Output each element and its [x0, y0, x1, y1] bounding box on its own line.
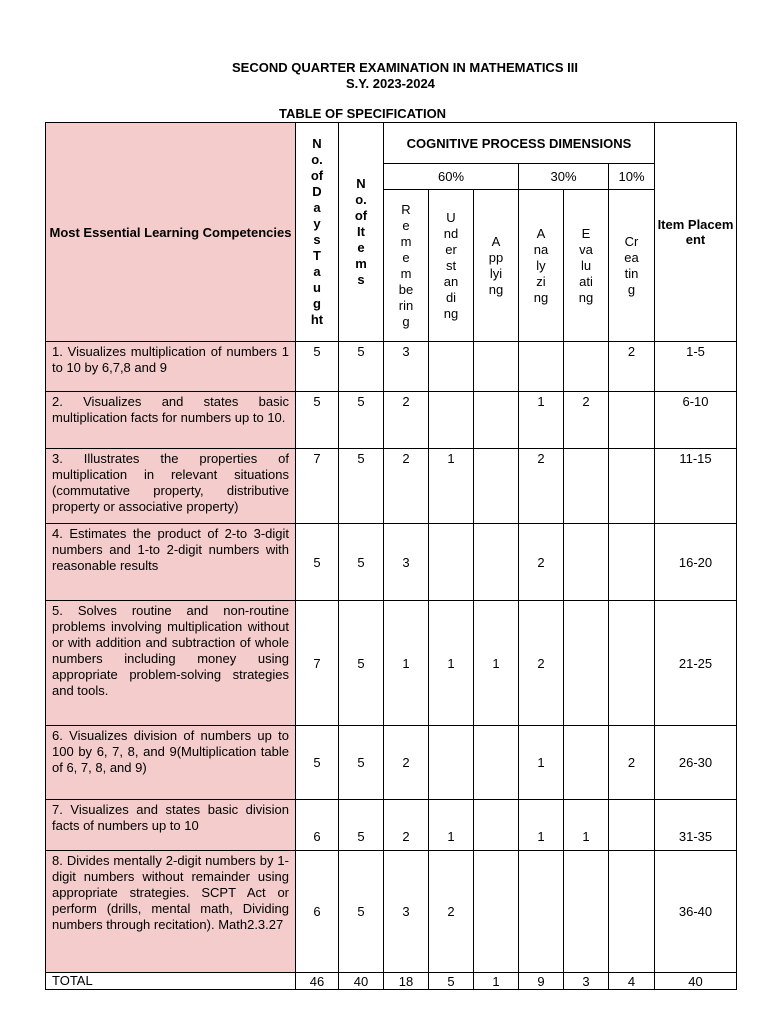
analyzing-cell: 2 [519, 601, 564, 726]
items-cell: 5 [339, 601, 384, 726]
evaluating-cell [564, 449, 609, 524]
days-cell: 7 [296, 601, 339, 726]
creating-cell [609, 800, 655, 851]
applying-cell [474, 800, 519, 851]
header-10-percent: 10% [609, 164, 655, 190]
specification-table [45, 122, 737, 990]
creating-cell [609, 524, 655, 601]
competency-cell: 8. Divides mentally 2-digit numbers by 1-digit numbers without remainder using appropriate strategies. SCPT Act or perform (drills, mental math, Dividing numbers through recitation). Math2.3.27 [46, 851, 296, 973]
understanding-cell [429, 726, 474, 800]
table-row [46, 524, 737, 601]
placement-cell: 36-40 [655, 851, 737, 973]
placement-cell: 11-15 [655, 449, 737, 524]
applying-cell [474, 449, 519, 524]
remembering-cell: 3 [384, 342, 429, 392]
header-60-percent: 60% [384, 164, 519, 190]
header-no-of-items: N o. of It e m s [339, 123, 384, 342]
header-days-taught: N o. of D a y s T a u g ht [296, 123, 339, 342]
creating-cell: 2 [609, 342, 655, 392]
placement-cell: 21-25 [655, 601, 737, 726]
placement-cell: 1-5 [655, 342, 737, 392]
analyzing-cell [519, 342, 564, 392]
table-row [46, 449, 737, 524]
analyzing-cell: 1 [519, 726, 564, 800]
header-competencies: Most Essential Learning Competencies [46, 123, 296, 342]
exam-title: SECOND QUARTER EXAMINATION IN MATHEMATICS III [232, 60, 578, 75]
competency-cell: 2. Visualizes and states basic multiplication facts for numbers up to 10. [46, 392, 296, 449]
total-remembering: 18 [384, 973, 429, 990]
evaluating-cell: 2 [564, 392, 609, 449]
analyzing-cell [519, 851, 564, 973]
header-analyzing: A na ly zi ng [519, 190, 564, 342]
header-item-placement: Item Placem ent [655, 123, 737, 342]
days-cell: 7 [296, 449, 339, 524]
school-year: S.Y. 2023-2024 [346, 76, 435, 91]
analyzing-cell: 2 [519, 449, 564, 524]
total-label: TOTAL [46, 973, 296, 990]
items-cell: 5 [339, 726, 384, 800]
remembering-cell: 2 [384, 392, 429, 449]
table-row [46, 800, 737, 851]
table-title: TABLE OF SPECIFICATION [279, 106, 447, 121]
analyzing-cell: 1 [519, 392, 564, 449]
creating-cell: 2 [609, 726, 655, 800]
competency-cell: 3. Illustrates the properties of multiplication in relevant situations (commutative property, distributive property or associative property) [46, 449, 296, 524]
remembering-cell: 3 [384, 524, 429, 601]
placement-cell: 16-20 [655, 524, 737, 601]
evaluating-cell [564, 524, 609, 601]
competency-cell: 5. Solves routine and non-routine problems involving multiplication without or with addition and subtraction of whole numbers including money using appropriate problem-solving strategies and tools. [46, 601, 296, 726]
understanding-cell [429, 342, 474, 392]
total-evaluating: 3 [564, 973, 609, 990]
applying-cell [474, 851, 519, 973]
header-30-percent: 30% [519, 164, 609, 190]
table-row [46, 726, 737, 800]
understanding-cell: 1 [429, 800, 474, 851]
table-row [46, 342, 737, 392]
placement-cell: 26-30 [655, 726, 737, 800]
applying-cell [474, 392, 519, 449]
header-cognitive-process: COGNITIVE PROCESS DIMENSIONS [384, 123, 655, 164]
header-evaluating: E va lu ati ng [564, 190, 609, 342]
header-applying: A pp lyi ng [474, 190, 519, 342]
remembering-cell: 2 [384, 800, 429, 851]
items-cell: 5 [339, 800, 384, 851]
total-items: 40 [339, 973, 384, 990]
total-creating: 4 [609, 973, 655, 990]
total-row [46, 973, 737, 990]
items-cell: 5 [339, 342, 384, 392]
creating-cell [609, 601, 655, 726]
applying-cell [474, 726, 519, 800]
total-understanding: 5 [429, 973, 474, 990]
placement-cell: 6-10 [655, 392, 737, 449]
evaluating-cell [564, 342, 609, 392]
remembering-cell: 2 [384, 449, 429, 524]
competency-cell: 6. Visualizes division of numbers up to 100 by 6, 7, 8, and 9(Multiplication table of 6, 7, 8, and 9) [46, 726, 296, 800]
applying-cell: 1 [474, 601, 519, 726]
competency-cell: 4. Estimates the product of 2-to 3-digit numbers and 1-to 2-digit numbers with reasonable results [46, 524, 296, 601]
applying-cell [474, 524, 519, 601]
remembering-cell: 1 [384, 601, 429, 726]
competency-cell: 7. Visualizes and states basic division facts of numbers up to 10 [46, 800, 296, 851]
creating-cell [609, 392, 655, 449]
understanding-cell: 1 [429, 449, 474, 524]
understanding-cell [429, 392, 474, 449]
items-cell: 5 [339, 851, 384, 973]
items-cell: 5 [339, 392, 384, 449]
creating-cell [609, 851, 655, 973]
days-cell: 6 [296, 800, 339, 851]
evaluating-cell: 1 [564, 800, 609, 851]
understanding-cell: 2 [429, 851, 474, 973]
evaluating-cell [564, 726, 609, 800]
analyzing-cell: 1 [519, 800, 564, 851]
table-row [46, 392, 737, 449]
total-analyzing: 9 [519, 973, 564, 990]
placement-cell: 31-35 [655, 800, 737, 851]
applying-cell [474, 342, 519, 392]
competency-cell: 1. Visualizes multiplication of numbers 1 to 10 by 6,7,8 and 9 [46, 342, 296, 392]
creating-cell [609, 449, 655, 524]
days-cell: 6 [296, 851, 339, 973]
days-cell: 5 [296, 726, 339, 800]
remembering-cell: 3 [384, 851, 429, 973]
header-understanding: U nd er st an di ng [429, 190, 474, 342]
evaluating-cell [564, 851, 609, 973]
evaluating-cell [564, 601, 609, 726]
total-placement: 40 [655, 973, 737, 990]
table-row [46, 601, 737, 726]
total-applying: 1 [474, 973, 519, 990]
remembering-cell: 2 [384, 726, 429, 800]
header-creating: Cr ea tin g [609, 190, 655, 342]
analyzing-cell: 2 [519, 524, 564, 601]
days-cell: 5 [296, 524, 339, 601]
days-cell: 5 [296, 342, 339, 392]
table-row [46, 851, 737, 973]
total-days: 46 [296, 973, 339, 990]
items-cell: 5 [339, 524, 384, 601]
days-cell: 5 [296, 392, 339, 449]
understanding-cell [429, 524, 474, 601]
understanding-cell: 1 [429, 601, 474, 726]
items-cell: 5 [339, 449, 384, 524]
header-remembering: R e m e m be rin g [384, 190, 429, 342]
